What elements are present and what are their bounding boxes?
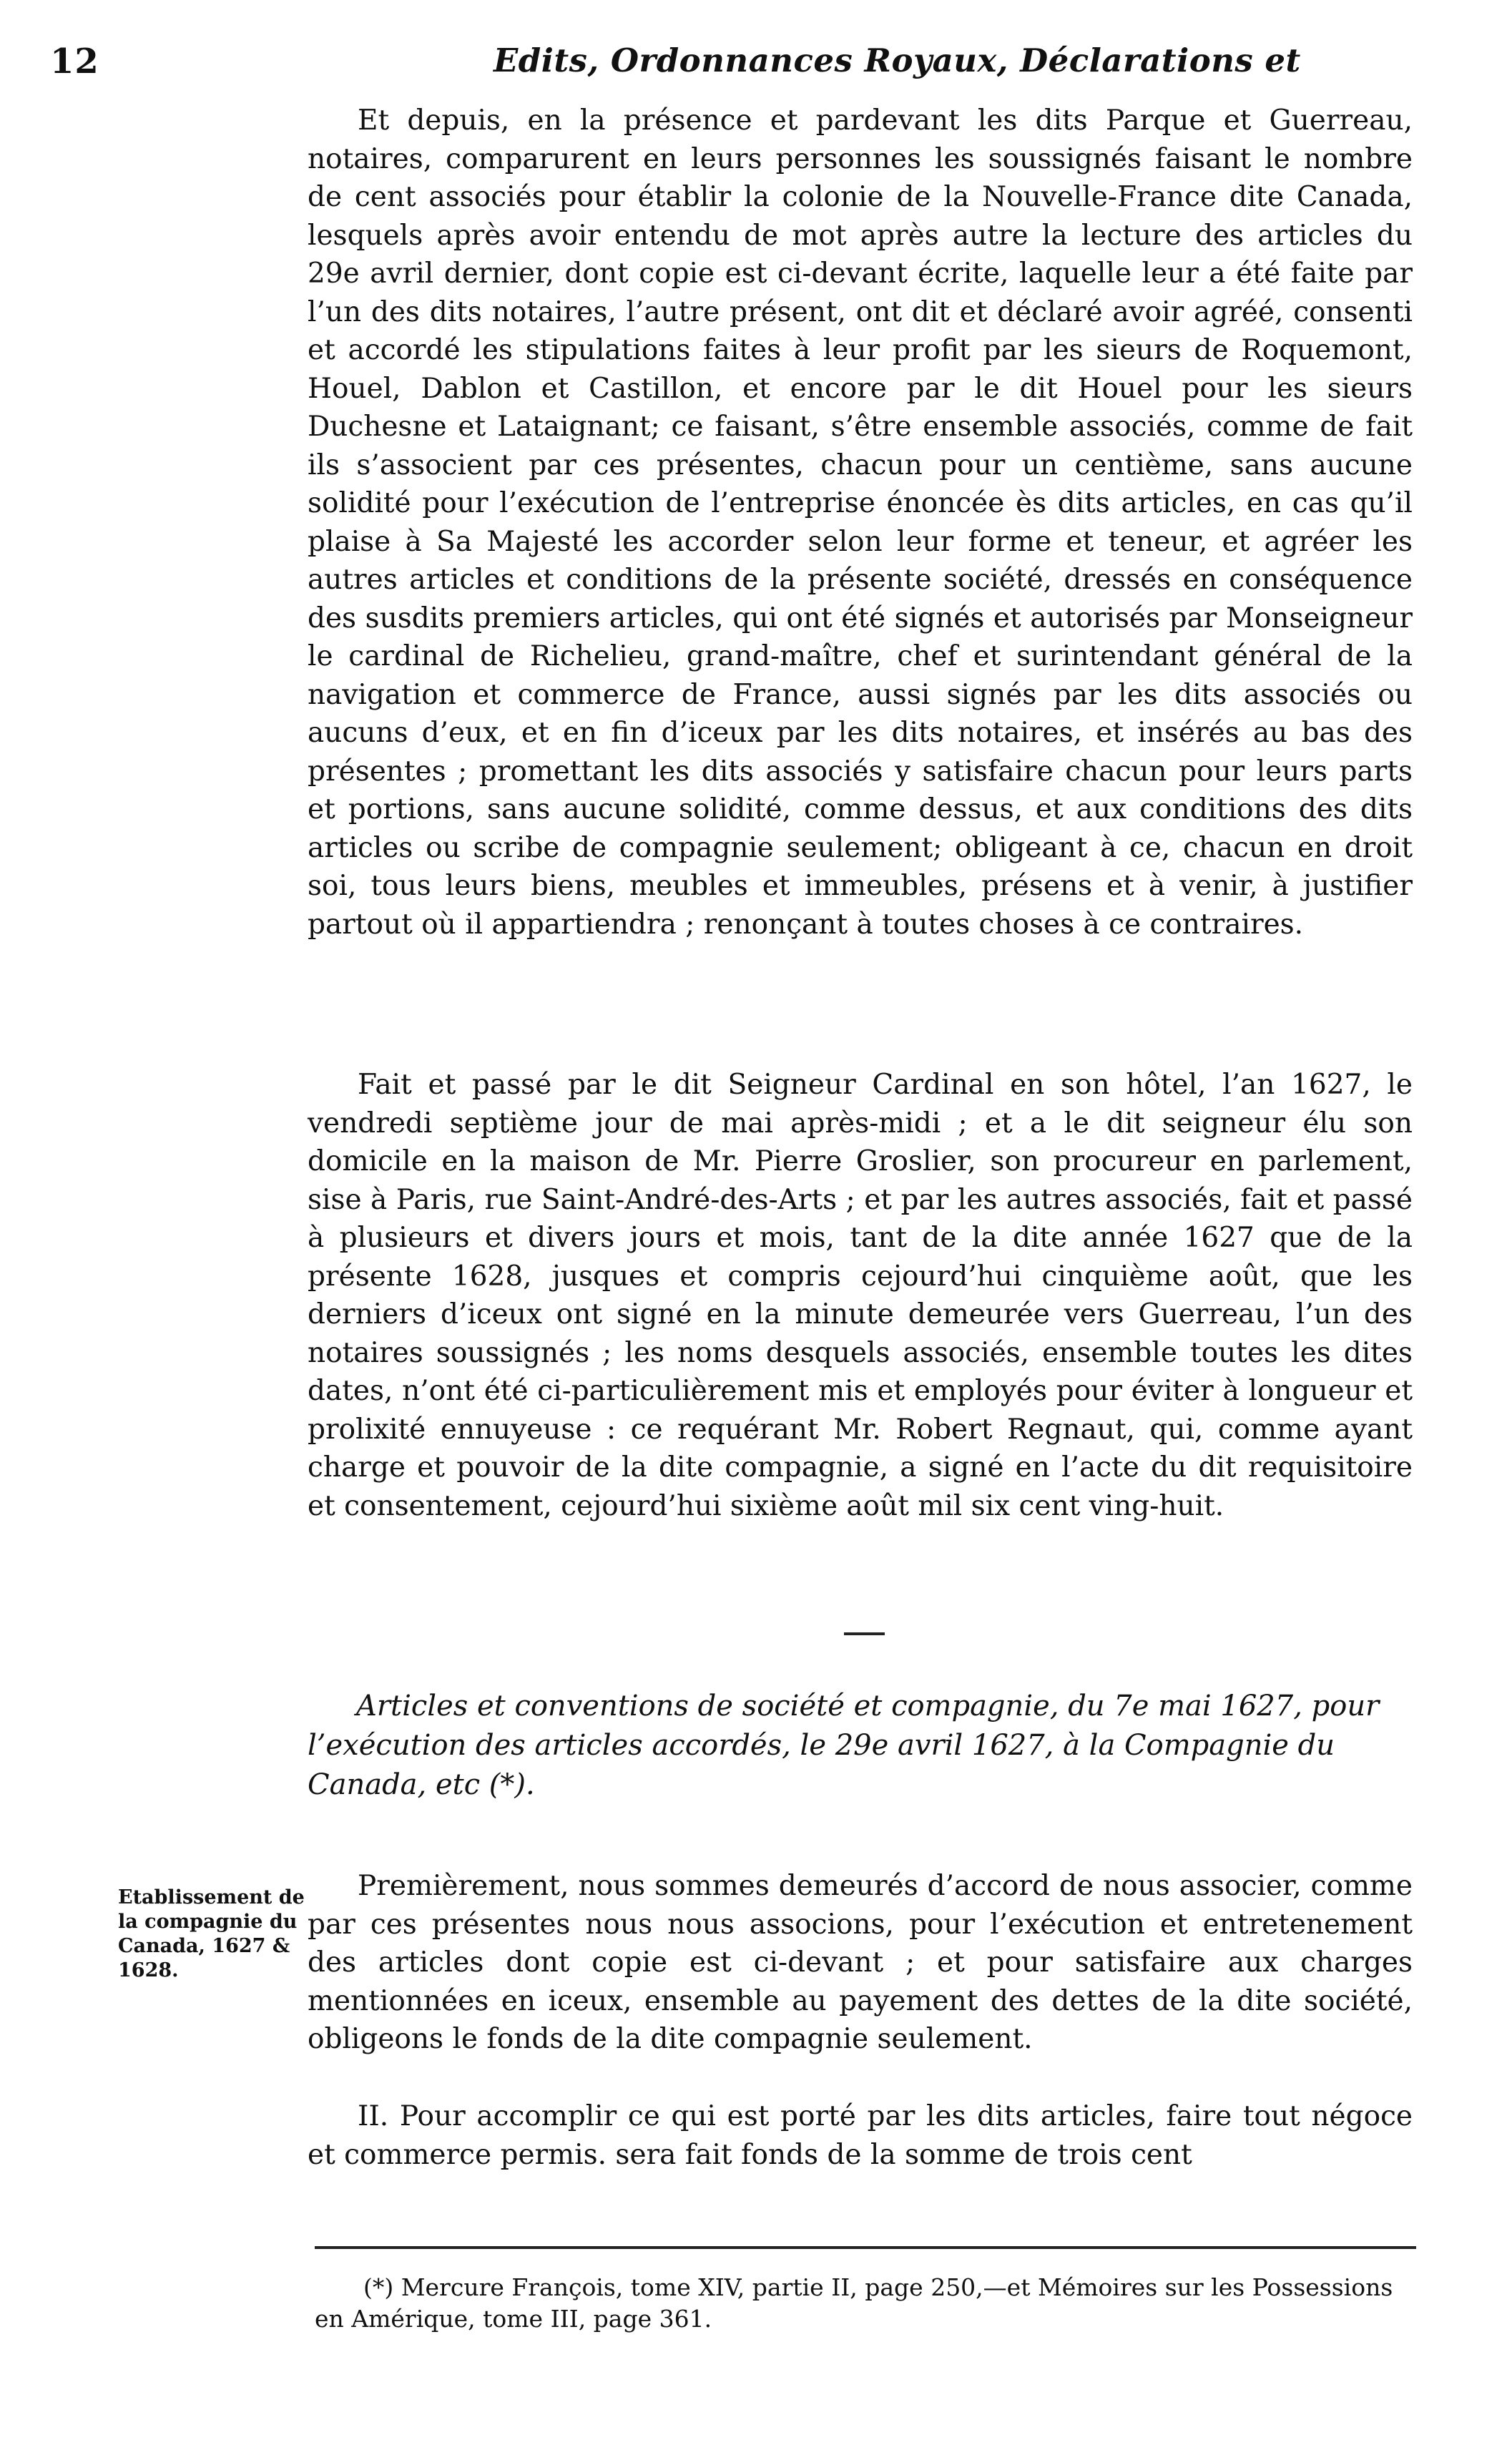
section-paragraph-1: Premièrement, nous sommes demeurés d’accord de nous associer, comme par ces présentes nous nous associons, pour l’exécution et entretenement des articles dont copie est ci-devant ; et pour satisfaire aux charges mentionnées en iceux, ensemble au payement des dettes de la dite société, obligeons le fonds de la dite compagnie seulement. bbox=[308, 1870, 1413, 2055]
body-paragraph-1: Et depuis, en la présence et pardevant les dits Parque et Guerreau, notaires, comparurent en leurs personnes les soussignés faisant le nombre de cent associés pour établir la colonie de la Nouvelle-France dite Canada, lesquels après avoir entendu de mot après autre la lecture des articles du 29e avril dernier, dont copie est ci-devant écrite, laquelle leur a été faite par l’un des dits notaires, l’autre présent, ont dit et déclaré avoir agréé, consenti et accordé les stipulations faites à leur profit par les sieurs de Roquemont, Houel, Dablon et Castillon, et encore par le dit Houel pour les sieurs Duchesne et Lataignant; ce faisant, s’être ensemble associés, comme de fait ils s’associent par ces présentes, chacun pour un centième, sans aucune solidité pour l’exécution de l’entreprise énoncée ès dits articles, en cas qu’il plaise à Sa Majesté les accorder selon leur forme et teneur, et agréer les autres articles et conditions de la présente société, dressés en conséquence des susdits premiers articles, qui ont été signés et autorisés par Monseigneur le cardinal de Richelieu, grand-maître, chef et surintendant général de la navigation et commerce de France, aussi signés par les dits associés ou aucuns d’eux, et en fin d’iceux par les dits notaires, et insérés au bas des présentes ; promettant les dits associés y satisfaire chacun pour leurs parts et portions, sans aucune solidité, comme dessus, et aux conditions des dits articles ou scribe de compagnie seulement; obligeant à ce, chacun en droit soi, tous leurs biens, meubles et immeubles, présens et à venir, à justifier partout où il appartiendra ; renonçant à toutes choses à ce contraires. bbox=[308, 104, 1413, 941]
body-paragraph-2: Fait et passé par le dit Seigneur Cardinal en son hôtel, l’an 1627, le vendredi septième jour de mai après-midi ; et a le dit seigneur élu son domicile en la maison de Mr. Pierre Groslier, son procureur en parlement, sise à Paris, rue Saint-André-des-Arts ; et par les autres associés, fait et passé à plusieurs et divers jours et mois, tant de la dite année 1627 que de la présente 1628, jusques et compris cejourd’hui cinquième août, que les derniers d’iceux ont signé en la minute demeurée vers Guerreau, l’un des notaires soussignés ; les noms desquels associés, ensemble toutes les dites dates, n’ont été ci-particulièrement mis et employés pour éviter à longueur et prolixité ennuyeuse : ce requérant Mr. Robert Regnaut, qui, comme ayant charge et pouvoir de la dite compagnie, a signé en l’acte du dit requisitoire et consentement, cejourd’hui sixième août mil six cent ving-huit. bbox=[308, 1069, 1413, 1522]
page-number: 12 bbox=[50, 41, 99, 82]
running-head: Edits, Ordonnances Royaux, Déclarations et bbox=[494, 41, 1301, 79]
footnote-divider bbox=[315, 2246, 1416, 2249]
margin-note: Etablissement de la compagnie du Canada, 1627 & 1628. bbox=[118, 1886, 305, 1981]
footnote: (*) Mercure François, tome XIV, partie II, page 250,—et Mémoires sur les Possessions en Amérique, tome III, page 361. bbox=[315, 2273, 1393, 2333]
section-title: Articles et conventions de société et compagnie, du 7e mai 1627, pour l’exécution des articles accordés, le 29e avril 1627, à la Compagnie du Canada, etc (*). bbox=[308, 1690, 1380, 1801]
section-divider bbox=[844, 1632, 885, 1635]
section-paragraph-2: II. Pour accomplir ce qui est porté par les dits articles, faire tout négoce et commerce permis. sera fait fonds de la somme de trois cent bbox=[308, 2100, 1413, 2171]
